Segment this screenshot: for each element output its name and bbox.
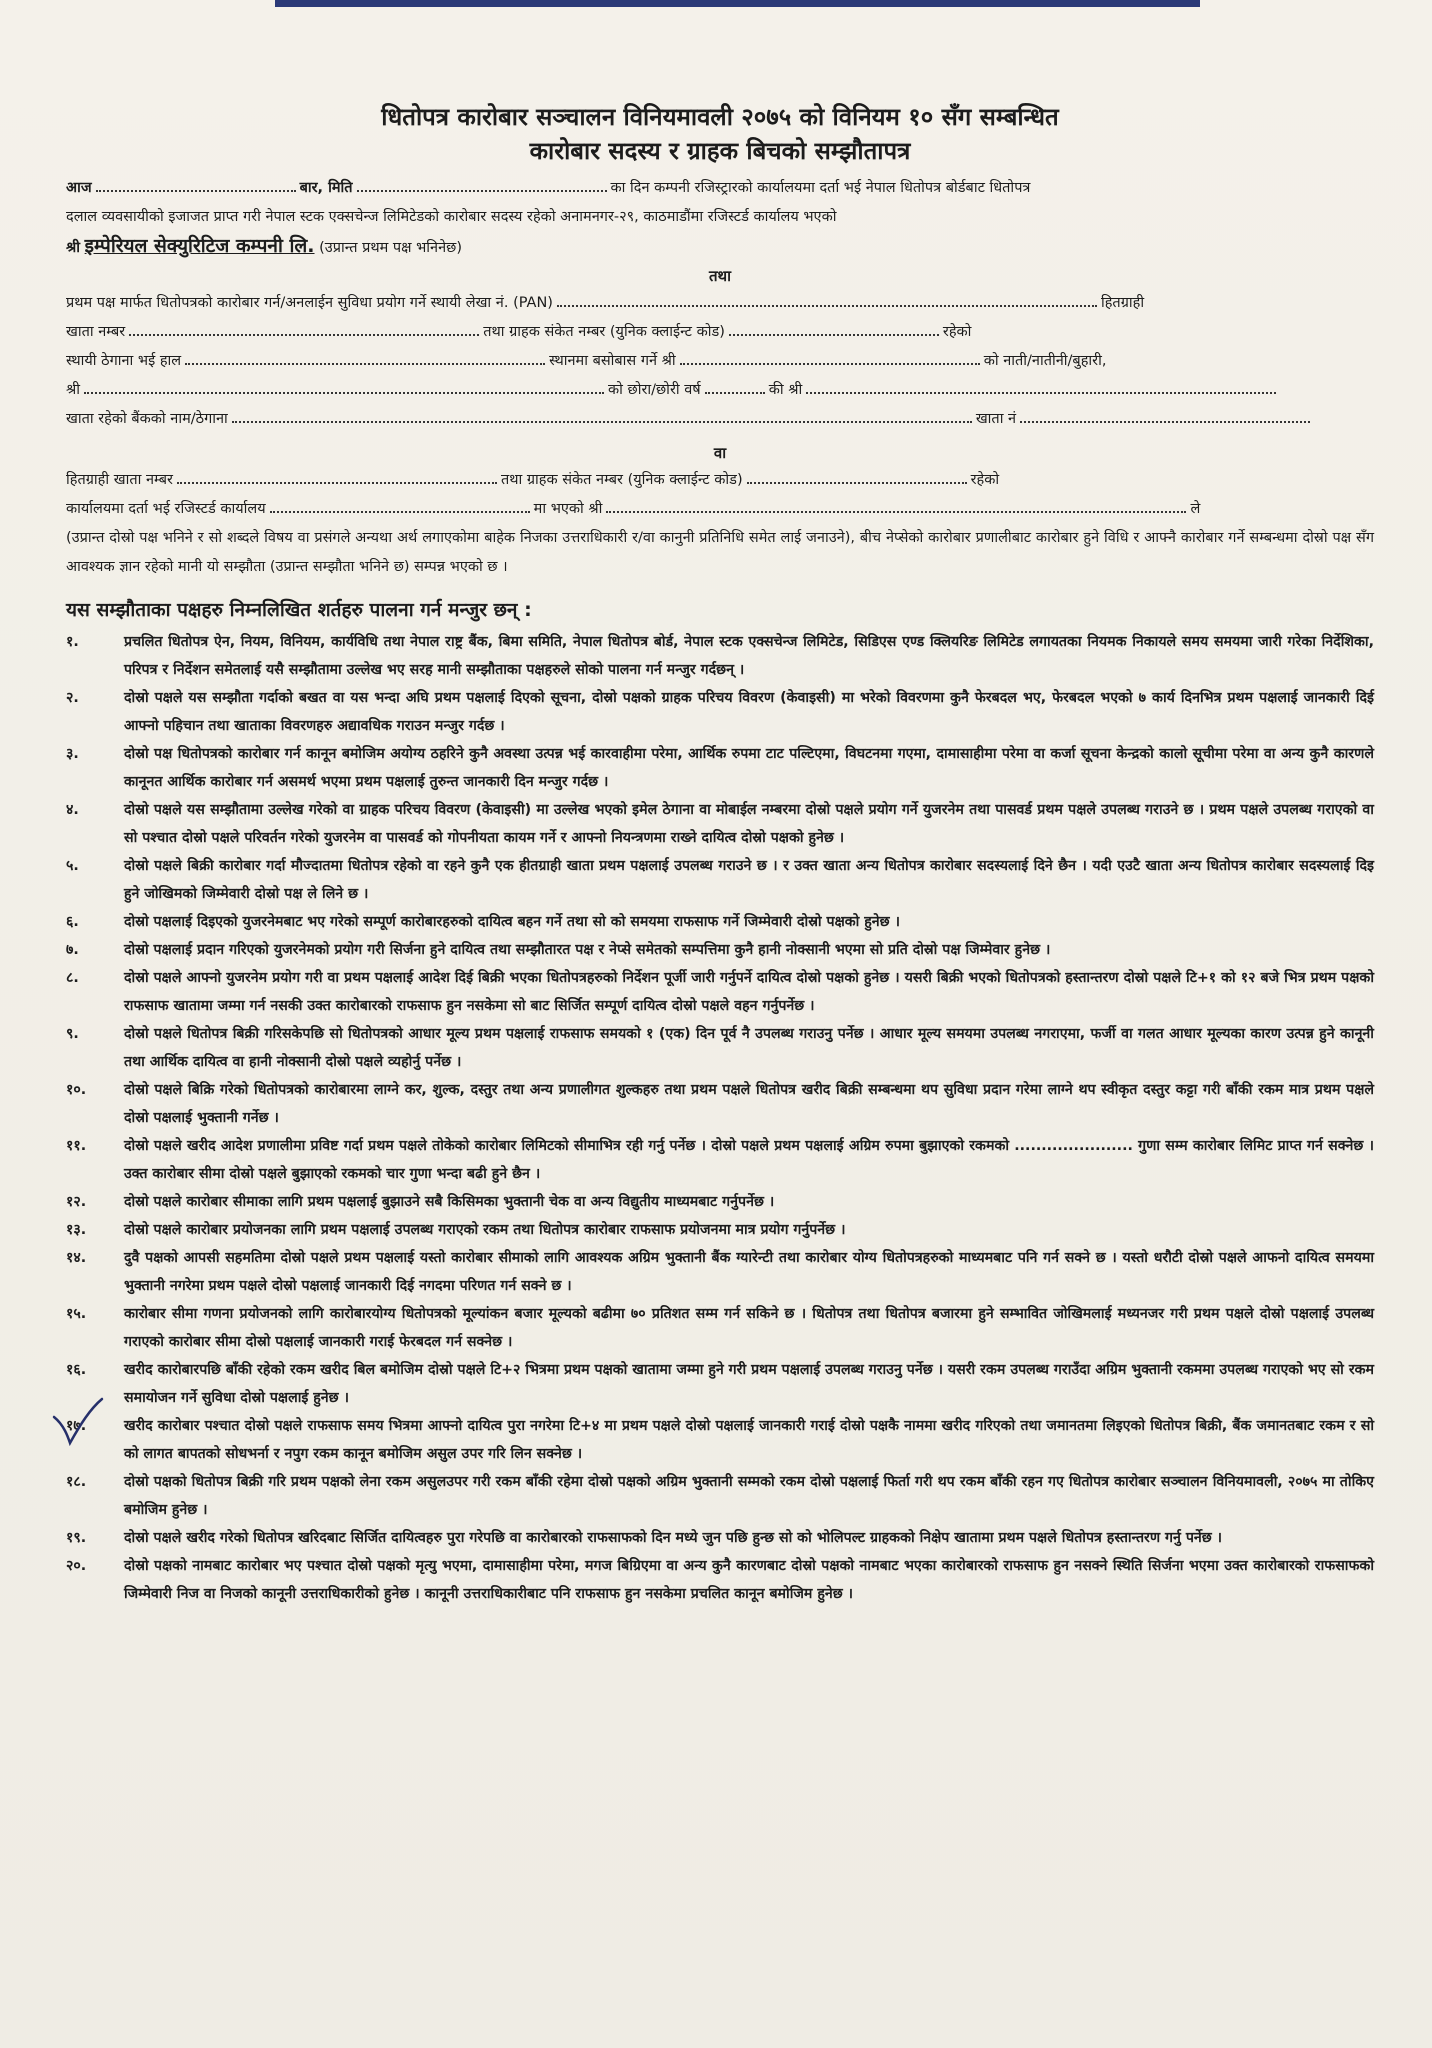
- label-le: ले: [1190, 501, 1201, 517]
- label-ki-shri: की श्री: [768, 382, 803, 398]
- clause-item: [66, 1076, 1374, 1132]
- field-bank-name[interactable]: [232, 407, 972, 423]
- clause-text: खरीद कारोबारपछि बाँकी रहेको रकम खरीद बिल बमोजिम दोस्रो पक्षले टि+२ भित्रमा प्रथम पक्षको खातामा जम्मा हुने गरी प्रथम पक्षलाई उपलब्ध गराउनु पर्नेछ । यसरी रकम उपलब्ध गराउँदा अग्रिम भुक्तानी रकममा उपलब्ध गराएको भए सो रकम समायोजन गर्ने सुविधा दोस्रो पक्षलाई हुनेछ ।: [124, 1362, 1374, 1406]
- field-pan[interactable]: [557, 291, 1097, 307]
- intro-paragraph: (उप्रान्त दोस्रो पक्ष भनिने र सो शब्दले विषय वा प्रसंगले अन्यथा अर्थ लगाएकोमा बाहेक निजका उत्तराधिकारी र/वा कानुनी प्रतिनिधि समेत लाई जनाउने), बीच नेप्सेको कारोबार प्रणालीबाट कारोबार हुने विधि र आफ्नै कारोबार गर्ने सम्बन्धमा दोस्रो पक्ष सँग आवश्यक ज्ञान रहेको मानी यो सम्झौता (उप्रान्त सम्झौता भनिने छ) सम्पन्न भएको छ ।: [66, 530, 1374, 575]
- company-name: इम्पेरियल सेक्युरिटिज कम्पनी लि.: [84, 235, 315, 257]
- clause-item: [66, 684, 1374, 740]
- clause-number: १७.: [66, 1418, 87, 1434]
- clause-text: दोस्रो पक्षलाई दिइएको युजरनेमबाट भए गरेको सम्पूर्ण कारोबारहरुको दायित्व बहन गर्ने तथा सो को समयमा राफसाफ गर्ने जिम्मेवारी दोस्रो पक्षको हुनेछ ।: [124, 914, 900, 930]
- field-account-no[interactable]: [129, 320, 479, 336]
- clause-number: ८.: [66, 970, 79, 986]
- label-ma-bhaeko-shri: मा भएको श्री: [533, 501, 603, 517]
- label-raheko: रहेको: [942, 324, 972, 340]
- label-registered-office: कार्यालयमा दर्ता भई रजिस्टर्ड कार्यालय: [66, 501, 266, 517]
- clause-item: [66, 1244, 1374, 1300]
- intro-line-1-rest: का दिन कम्पनी रजिस्ट्रारको कार्यालयमा दर्ता भई नेपाल धितोपत्र बोर्डबाट धितोपत्र: [610, 180, 1031, 196]
- clause-item: [66, 964, 1374, 1020]
- label-hitgrahi: हितग्राही: [1100, 295, 1145, 311]
- clause-item: [66, 908, 1374, 936]
- clause-number: २०.: [66, 1558, 87, 1574]
- clause-text: दोस्रो पक्षले बिक्रि गरेको धितोपत्रको कारोबारमा लाग्ने कर, शुल्क, दस्तुर तथा अन्य प्रणालीगत शुल्कहरु तथा प्रथम पक्षले धितोपत्र खरीद बिक्री सम्बन्धमा थप सुविधा प्रदान गरेमा लाग्ने थप स्वीकृत दस्तुर कट्टा गरी बाँकी रकम मात्र प्रथम पक्षले दोस्रो पक्षलाई भुक्तानी गर्नेछ ।: [124, 1082, 1374, 1126]
- label-permanent-address: स्थायी ठेगाना भई हाल: [66, 353, 182, 369]
- clause-number: १८.: [66, 1474, 87, 1490]
- clause-text: प्रचलित धितोपत्र ऐन, नियम, विनियम, कार्यविधि तथा नेपाल राष्ट्र बैंक, बिमा समिति, नेपाल धितोपत्र बोर्ड, नेपाल स्टक एक्सचेन्ज लिमिटेड, सिडिएस एण्ड क्लियरिङ लिमिटेड लगायतका नियमक निकायले समय समयमा जारी गरेका निर्देशिका, परिपत्र र निर्देशन समेतलाई यसै सम्झौतामा उल्लेख भए सरह मानी सम्झौताका पक्षहरुले सोको पालना गर्न मन्जुर गर्दछन् ।: [124, 634, 1374, 678]
- field-registered-office[interactable]: [270, 497, 530, 513]
- clause-text: कारोबार सीमा गणना प्रयोजनको लागि कारोबारयोग्य धितोपत्रको मूल्यांकन बजार मूल्यको बढीमा ७० प्रतिशत सम्म गर्न सकिने छ । धितोपत्र तथा धितोपत्र बजारमा हुने सम्भावित जोखिमलाई मध्यनजर गरी प्रथम पक्षले दोस्रो पक्षलाई उपलब्ध गराएको कारोबार सीमा दोस्रो पक्षलाई जानकारी गराई फेरबदल गर्न सक्नेछ ।: [124, 1306, 1374, 1350]
- clause-text: दोस्रो पक्षले यस सम्झौता गर्दाको बखत वा यस भन्दा अघि प्रथम पक्षलाई दिएको सूचना, दोस्रो पक्षको ग्राहक परिचय विवरण (केवाइसी) मा भरेको विवरणमा कुनै फेरबदल भए, फेरबदल भएको ७ कार्य दिनभित्र प्रथम पक्षलाई जानकारी दिई आफ्नो पहिचान तथा खाताका विवरणहरु अद्यावधिक गराउन मन्जुर गर्दछ ।: [124, 690, 1374, 734]
- clause-item: [66, 1300, 1374, 1356]
- first-party-note: (उप्रान्त प्रथम पक्ष भनिनेछ): [319, 240, 462, 256]
- clause-number: ९.: [66, 1026, 79, 1042]
- word-tatha: तथा: [708, 267, 732, 285]
- label-raheko-2: रहेको: [970, 472, 1000, 488]
- field-beneficiary-account[interactable]: [177, 468, 497, 484]
- document-title-line1: धितोपत्र कारोबार सञ्चालन विनियमावली २०७५ को विनियम १० सँग सम्बन्धित: [381, 103, 1059, 131]
- clause-item: [66, 1356, 1374, 1412]
- form-line-beneficiary: [66, 466, 1374, 495]
- clause-number: ६.: [66, 914, 79, 930]
- label-bank-account-no: खाता नं: [975, 411, 1017, 427]
- clause-text: दोस्रो पक्षले खरीद गरेको धितोपत्र खरिदबाट सिर्जित दायित्वहरु पुरा गरेपछि वा कारोबारको राफसाफको दिन मध्ये जुन पछि हुन्छ सो को भोलिपल्ट ग्राहकको निक्षेप खातामा प्रथम पक्षले धितोपत्र हस्तान्तरण गर्नु पर्नेछ ।: [124, 1530, 1223, 1546]
- clause-text: खरीद कारोबार पश्चात दोस्रो पक्षले राफसाफ समय भित्रमा आफ्नो दायित्व पुरा नगरेमा टि+४ मा प्रथम पक्षले दोस्रो पक्षलाई जानकारी गराई दोस्रो पक्षकै नाममा खरीद गरिएको तथा जमानतमा लिइएको धितोपत्र बिक्री, बैंक जमानतबाट रकम र सो को लागत बापतको सोधभर्ना र नपुग रकम कानून बमोजिम असुल उपर गरि लिन सक्नेछ ।: [124, 1418, 1374, 1462]
- form-line-address: [66, 347, 1374, 376]
- clause-number: १५.: [66, 1306, 87, 1322]
- clauses-list: [66, 628, 1374, 1608]
- clause-number: १.: [66, 634, 79, 650]
- field-bank-account-no[interactable]: [1020, 407, 1310, 423]
- intro-line-1: [66, 174, 1374, 203]
- clause-text: दोस्रो पक्षले यस सम्झौतामा उल्लेख गरेको वा ग्राहक परिचय विवरण (केवाइसी) मा उल्लेख भएको इमेल ठेगाना वा मोबाईल नम्बरमा दोस्रो पक्षले प्रयोग गर्ने युजरनेम तथा पासवर्ड प्रथम पक्षले उपलब्ध गराउने छ । प्रथम पक्षले उपलब्ध गराएको वा सो पश्चात दोस्रो पक्षले परिवर्तन गरेको युजरनेम वा पासवर्ड को गोपनीयता कायम गर्ने र आफ्नो नियन्त्रणमा राख्ने दायित्व दोस्रो पक्षको हुनेछ ।: [124, 802, 1374, 846]
- clause-number: १३.: [66, 1222, 87, 1238]
- label-pan: प्रथम पक्ष मार्फत धितोपत्रको कारोबार गर्न/अनलाईन सुविधा प्रयोग गर्ने स्थायी लेखा नं. (PAN): [66, 295, 553, 311]
- clause-text: दोस्रो पक्षले धितोपत्र बिक्री गरिसकेपछि सो धितोपत्रको आधार मूल्य प्रथम पक्षलाई राफसाफ समयको १ (एक) दिन पूर्व नै उपलब्ध गराउनु पर्नेछ । आधार मूल्य समयमा उपलब्ध नगराएमा, फर्जी वा गलत आधार मूल्यका कारण उत्पन्न हुने कानूनी तथा आर्थिक दायित्व वा हानी नोक्सानी दोस्रो पक्षले व्यहोर्नु पर्नेछ ।: [124, 1026, 1374, 1070]
- label-shri-2: श्री: [66, 382, 81, 398]
- clause-text: दोस्रो पक्षले बिक्री कारोबार गर्दा मौज्दातमा धितोपत्र रहेको वा रहने कुनै एक हीतग्राही खाता प्रथम पक्षलाई उपलब्ध गराउने छ । र उक्त खाता अन्य धितोपत्र कारोबार सदस्यलाई दिने छैन । यदी एउटै खाता अन्य धितोपत्र कारोबार सदस्यलाई दिइ हुने जोखिमको जिम्मेवारी दोस्रो पक्ष ले लिने छ ।: [124, 858, 1374, 902]
- label-relation: को नाती/नातीनी/बुहारी,: [983, 353, 1107, 369]
- blank-date: [357, 176, 607, 192]
- clause-item: [66, 1468, 1374, 1524]
- clause-number: १०.: [66, 1082, 87, 1098]
- clause-item: [66, 1552, 1374, 1608]
- clause-text: दोस्रो पक्षले खरीद आदेश प्रणालीमा प्रविष्ट गर्दा प्रथम पक्षले तोकेको कारोबार लिमिटको सीमाभित्र रही गर्नु पर्नेछ । दोस्रो पक्षले प्रथम पक्षलाई अग्रिम रुपमा बुझाएको रकमको ...................... गुणा सम्म कारोबार लिमिट प्राप्त गर्न सक्नेछ । उक्त कारोबार सीमा दोस्रो पक्षले बुझाएको रकमको चार गुणा भन्दा बढी हुने छैन ।: [124, 1138, 1374, 1182]
- label-account-no: खाता नम्बर: [66, 324, 126, 340]
- handwritten-tick-mark: [50, 1395, 105, 1450]
- label-client-code-2: तथा ग्राहक संकेत नम्बर (युनिक क्लाईन्ट कोड): [500, 472, 743, 488]
- field-name[interactable]: [806, 378, 1276, 394]
- label-beneficiary-account: हितग्राही खाता नम्बर: [66, 472, 173, 488]
- clause-number: १६.: [66, 1362, 87, 1378]
- clause-number: १९.: [66, 1530, 87, 1546]
- label-son-daughter-age: को छोरा/छोरी वर्ष: [608, 382, 701, 398]
- label-aaj: आज: [66, 180, 92, 196]
- clause-item: [66, 1188, 1374, 1216]
- clause-text: दोस्रो पक्षको नामबाट कारोबार भए पश्चात दोस्रो पक्षको मृत्यु भएमा, दामासाहीमा परेमा, मगज बिग्रिएमा वा अन्य कुनै कारणबाट दोस्रो पक्षको नामबाट भएका कारोबारको राफसाफ हुन नसक्ने स्थिति सिर्जना भएमा उक्त कारोबारको राफसाफको जिम्मेवारी निज वा निजको कानूनी उत्तराधिकारीको हुनेछ । कानूनी उत्तराधिकारीबाट पनि राफसाफ हुन नसकेमा प्रचलित कानून बमोजिम हुनेछ ।: [124, 1558, 1374, 1602]
- field-parent-name[interactable]: [84, 378, 604, 394]
- form-line-parent: [66, 376, 1374, 405]
- document-title-line2: कारोबार सदस्य र ग्राहक बिचको सम्झौतापत्र: [529, 137, 911, 165]
- clause-number: ७.: [66, 942, 79, 958]
- clause-item: [66, 1216, 1374, 1244]
- intro-line-2: दलाल व्यवसायीको इजाजत प्राप्त गरी नेपाल स्टक एक्सचेन्ज लिमिटेडको कारोबार सदस्य रहेको अनामनगर-२९, काठमाडौंमा रजिस्टर्ड कार्यालय भएको: [66, 209, 837, 225]
- clause-number: ११.: [66, 1138, 87, 1154]
- field-client-code[interactable]: [729, 320, 939, 336]
- clause-item: [66, 852, 1374, 908]
- clause-item: [66, 740, 1374, 796]
- intro-line-3: [66, 232, 1374, 263]
- field-age[interactable]: [705, 378, 765, 394]
- clause-item: [66, 1524, 1374, 1552]
- clause-number: १४.: [66, 1250, 87, 1266]
- label-resident: स्थानमा बसोबास गर्ने श्री: [549, 353, 676, 369]
- label-client-code: तथा ग्राहक संकेत नम्बर (युनिक क्लाईन्ट कोड): [483, 324, 725, 340]
- field-org-name[interactable]: [606, 497, 1186, 513]
- clause-item: [66, 1412, 1374, 1468]
- clause-item: [66, 628, 1374, 684]
- clause-text: दोस्रो पक्षले कारोबार प्रयोजनका लागि प्रथम पक्षलाई उपलब्ध गराएको रकम तथा धितोपत्र कारोबार राफसाफ प्रयोजनमा मात्र प्रयोग गर्नुपर्नेछ ।: [124, 1222, 846, 1238]
- form-line-account: [66, 318, 1374, 347]
- clause-number: ४.: [66, 802, 79, 818]
- clause-item: [66, 1132, 1374, 1188]
- scan-edge-bar: [275, 0, 1200, 7]
- clause-number: १२.: [66, 1194, 87, 1210]
- clause-text: दुवै पक्षको आपसी सहमतिमा दोस्रो पक्षले प्रथम पक्षलाई यस्तो कारोबार सीमाको लागि आवश्यक अग्रिम भुक्तानी बैंक ग्यारेन्टी तथा कारोबार योग्य धितोपत्रहरुको माध्यमबाट पनि गर्न सक्ने छ । यस्तो धरौटी दोस्रो पक्षले आफनो दायित्व समयमा भुक्तानी नगरेमा प्रथम पक्षले दोस्रो पक्षलाई जानकारी दिई नगदमा परिणत गर्न सक्ने छ ।: [124, 1250, 1374, 1294]
- clause-item: [66, 936, 1374, 964]
- clause-number: २.: [66, 690, 79, 706]
- clause-text: दोस्रो पक्षको धितोपत्र बिक्री गरि प्रथम पक्षको लेना रकम असुलउपर गरी रकम बाँकी रहेमा दोस्रो पक्षको अग्रिम भुक्तानी सम्मको रकम दोस्रो पक्षलाई फिर्ता गरी थप रकम बाँकी रहन गए धितोपत्र कारोबार सञ्चालन विनियमावली, २०७५ मा तोकिए बमोजिम हुनेछ ।: [124, 1474, 1374, 1518]
- clause-text: दोस्रो पक्षले आफ्नो युजरनेम प्रयोग गरी वा प्रथम पक्षलाई आदेश दिई बिक्री भएका धितोपत्रहरुको निर्देशन पूर्जी जारी गर्नुपर्ने दायित्व दोस्रो पक्षको हुनेछ । यसरी बिक्री भएको धितोपत्रको हस्तान्तरण दोस्रो पक्षले टि+१ को १२ बजे भित्र प्रथम पक्षको राफसाफ खातामा जम्मा गर्न नसकी उक्त कारोबारको राफसाफ हुन नसकेमा सो बाट सिर्जित सम्पूर्ण दायित्व दोस्रो पक्षले वहन गर्नुपर्नेछ ।: [124, 970, 1374, 1014]
- clause-text: दोस्रो पक्ष धितोपत्रको कारोबार गर्न कानून बमोजिम अयोग्य ठहरिने कुनै अवस्था उत्पन्न भई कारवाहीमा परेमा, आर्थिक रुपमा टाट पल्टिएमा, विघटनमा गएमा, दामासाहीमा परेमा वा कर्जा सूचना केन्द्रको कालो सूचीमा परेमा वा अन्य कुनै कारणले कानूनत आर्थिक कारोबार गर्न असमर्थ भएमा प्रथम पक्षलाई तुरुन्त जानकारी दिन मन्जुर गर्दछ ।: [124, 746, 1374, 790]
- clause-number: ३.: [66, 746, 79, 762]
- field-address[interactable]: [185, 349, 545, 365]
- field-client-code-2[interactable]: [747, 468, 967, 484]
- form-line-bank: [66, 405, 1374, 434]
- clause-item: [66, 796, 1374, 852]
- clauses-heading: यस सम्झौताका पक्षहरु निम्नलिखित शर्तहरु पालना गर्न मन्जुर छन् :: [66, 599, 532, 621]
- field-resident-name[interactable]: [680, 349, 980, 365]
- clause-number: ५.: [66, 858, 79, 874]
- form-line-pan: [66, 289, 1374, 318]
- clause-text: दोस्रो पक्षले कारोबार सीमाका लागि प्रथम पक्षलाई बुझाउने सबै किसिमका भुक्तानी चेक वा अन्य विद्युतीय माध्यमबाट गर्नुपर्नेछ ।: [124, 1194, 775, 1210]
- clause-text: दोस्रो पक्षलाई प्रदान गरिएको युजरनेमको प्रयोग गरी सिर्जना हुने दायित्व तथा सम्झौतारत पक्ष र नेप्से समेतको सम्पत्तिमा कुनै हानी नोक्सानी भएमा सो प्रति दोस्रो पक्ष जिम्मेवार हुनेछ ।: [124, 942, 1051, 958]
- label-bank-name: खाता रहेको बैंकको नाम/ठेगाना: [66, 411, 228, 427]
- word-wa: वा: [713, 444, 727, 462]
- label-bar-miti: बार, मिति: [299, 180, 353, 196]
- blank-day: [96, 176, 296, 192]
- form-line-office: [66, 495, 1374, 524]
- label-shri: श्री: [66, 240, 81, 256]
- clause-item: [66, 1020, 1374, 1076]
